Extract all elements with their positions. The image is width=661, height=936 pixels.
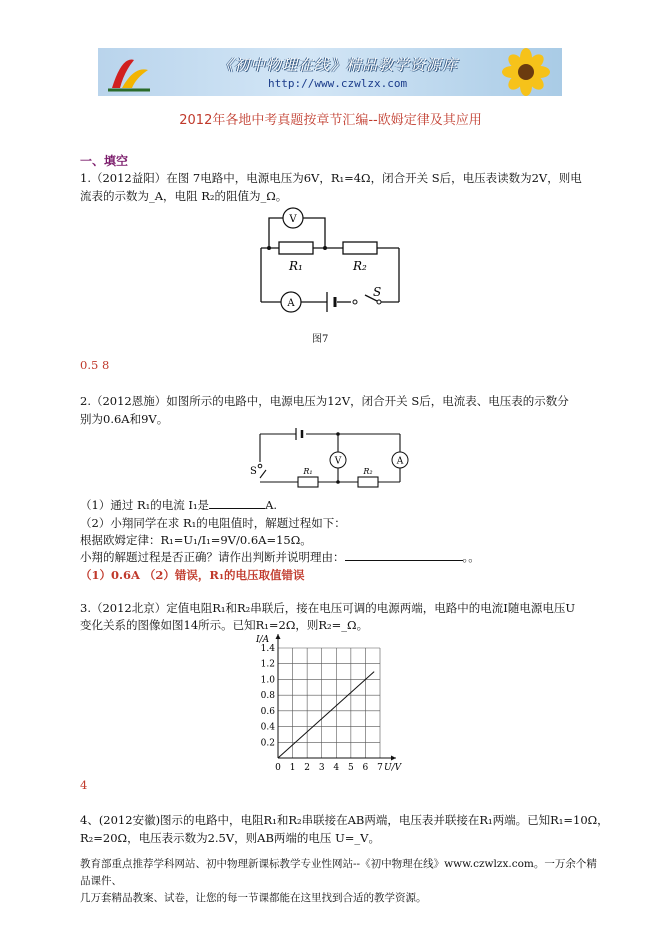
header-banner [98, 48, 562, 96]
x-axis-arrow [391, 756, 396, 761]
q3-iu-chart [250, 630, 410, 778]
q2-text-line2: 别为0.6A和9V。 [80, 412, 169, 426]
y-tick-label: 1.4 [260, 644, 275, 654]
y-tick-label: 0.4 [260, 722, 275, 733]
y-axis-arrow [276, 634, 281, 639]
q2-sub1: （1）通过 R₁的电流 I₁是 A. [80, 498, 278, 512]
x-tick-label: 6 [362, 763, 369, 773]
footer-line1: 教育部重点推荐学科网站、初中物理新课标教学专业性网站--《初中物理在线》www.czwlzx.com。一万余个精品课件、 [80, 858, 597, 887]
y-tick-label: 0.8 [260, 691, 275, 702]
q1-text-line1: 1.（2012益阳）在图 7电路中，电源电压为6V，R₁=4Ω，闭合开关 S后，电压表读数为2V，则电 [80, 171, 582, 185]
x-tick-label: 7 [377, 763, 383, 773]
y-tick-label: 0.6 [260, 706, 275, 717]
footer-note [80, 856, 600, 907]
sunflower-icon [490, 48, 562, 96]
q2-voltmeter-label: V [334, 456, 342, 467]
document-title: 2012年各地中考真题按章节汇编--欧姆定律及其应用 [179, 113, 482, 128]
ammeter-label: A [287, 298, 295, 309]
x-tick-label: 4 [333, 763, 340, 773]
voltmeter-label: V [289, 214, 297, 225]
banner-url[interactable]: http://www.czwlzx.com [268, 77, 408, 90]
r1-label: R₁ [289, 259, 303, 273]
q1-figure-caption: 图7 [312, 334, 329, 345]
q1-answer: 0.5 8 [80, 358, 110, 372]
q2-text-line1: 2.（2012恩施）如图所示的电路中，电源电压为12V，闭合开关 S后，电流表、电压表的示数分 [80, 394, 569, 408]
q2-switch-label: S [250, 466, 257, 477]
q2-answer: （1）0.6A （2）错误，R₁的电压取值错误 [80, 568, 305, 582]
q4-text-line1: 4、(2012安徽)图示的电路中，电阻R₁和R₂串联接在AB两端，电压表并联接在R₁两端。已知R₁=10Ω， [80, 813, 609, 827]
y-axis-label: I/A [256, 635, 270, 645]
x-tick-label: 2 [304, 763, 311, 773]
q3-text-line1: 3.（2012北京）定值电阻R₁和R₂串联后，接在电压可调的电源两端，电路中的电流I随电源电压U [80, 601, 576, 615]
q2-r1-label: R₁ [303, 467, 313, 476]
y-tick-label: 1.2 [260, 659, 275, 670]
q3-answer: 4 [80, 778, 88, 792]
q1-circuit-diagram [255, 206, 405, 318]
banner-title: 《初中物理在线》精品教学资源库 [218, 56, 459, 74]
x-axis-label: U/V [384, 763, 402, 773]
q3-text-line2: 变化关系的图像如图14所示。已知R₁=2Ω，则R₂=_Ω。 [80, 618, 369, 632]
switch-label: S [373, 285, 382, 299]
q2-sub3: 根据欧姆定律：R₁=U₁/I₁=9V/0.6A=15Ω。 [80, 533, 312, 547]
q4-text-line2: R₂=20Ω，电压表示数为2.5V，则AB两端的电压 U=_V。 [80, 831, 380, 845]
y-tick-label: 0.2 [260, 738, 275, 749]
y-tick-label: 1.0 [260, 675, 275, 686]
r2-label: R₂ [353, 259, 367, 273]
footer-line2: 几万套精品教案、试卷，让您的每一节课都能在这里找到合适的教学资源。 [80, 892, 427, 904]
q2-sub4: 小翔的解题过程是否正确？请作出判断并说明理由： 。。 [80, 550, 480, 564]
q2-sub2: （2）小翔同学在求 R₁的电阻值时，解题过程如下： [80, 516, 346, 530]
section-heading-fill-in: 一、填空 [80, 154, 129, 168]
q2-circuit-diagram [250, 426, 410, 492]
x-tick-label: 3 [318, 763, 325, 773]
q1-text-line2: 流表的示数为_A，电阻 R₂的阻值为_Ω。 [80, 189, 288, 203]
q2-r2-label: R₂ [363, 467, 373, 476]
x-tick-label: 1 [289, 763, 296, 773]
x-tick-label: 5 [347, 763, 354, 773]
q2-ammeter-label: A [396, 456, 404, 467]
logo-icon [104, 52, 154, 92]
x-tick-label: 0 [275, 763, 281, 773]
